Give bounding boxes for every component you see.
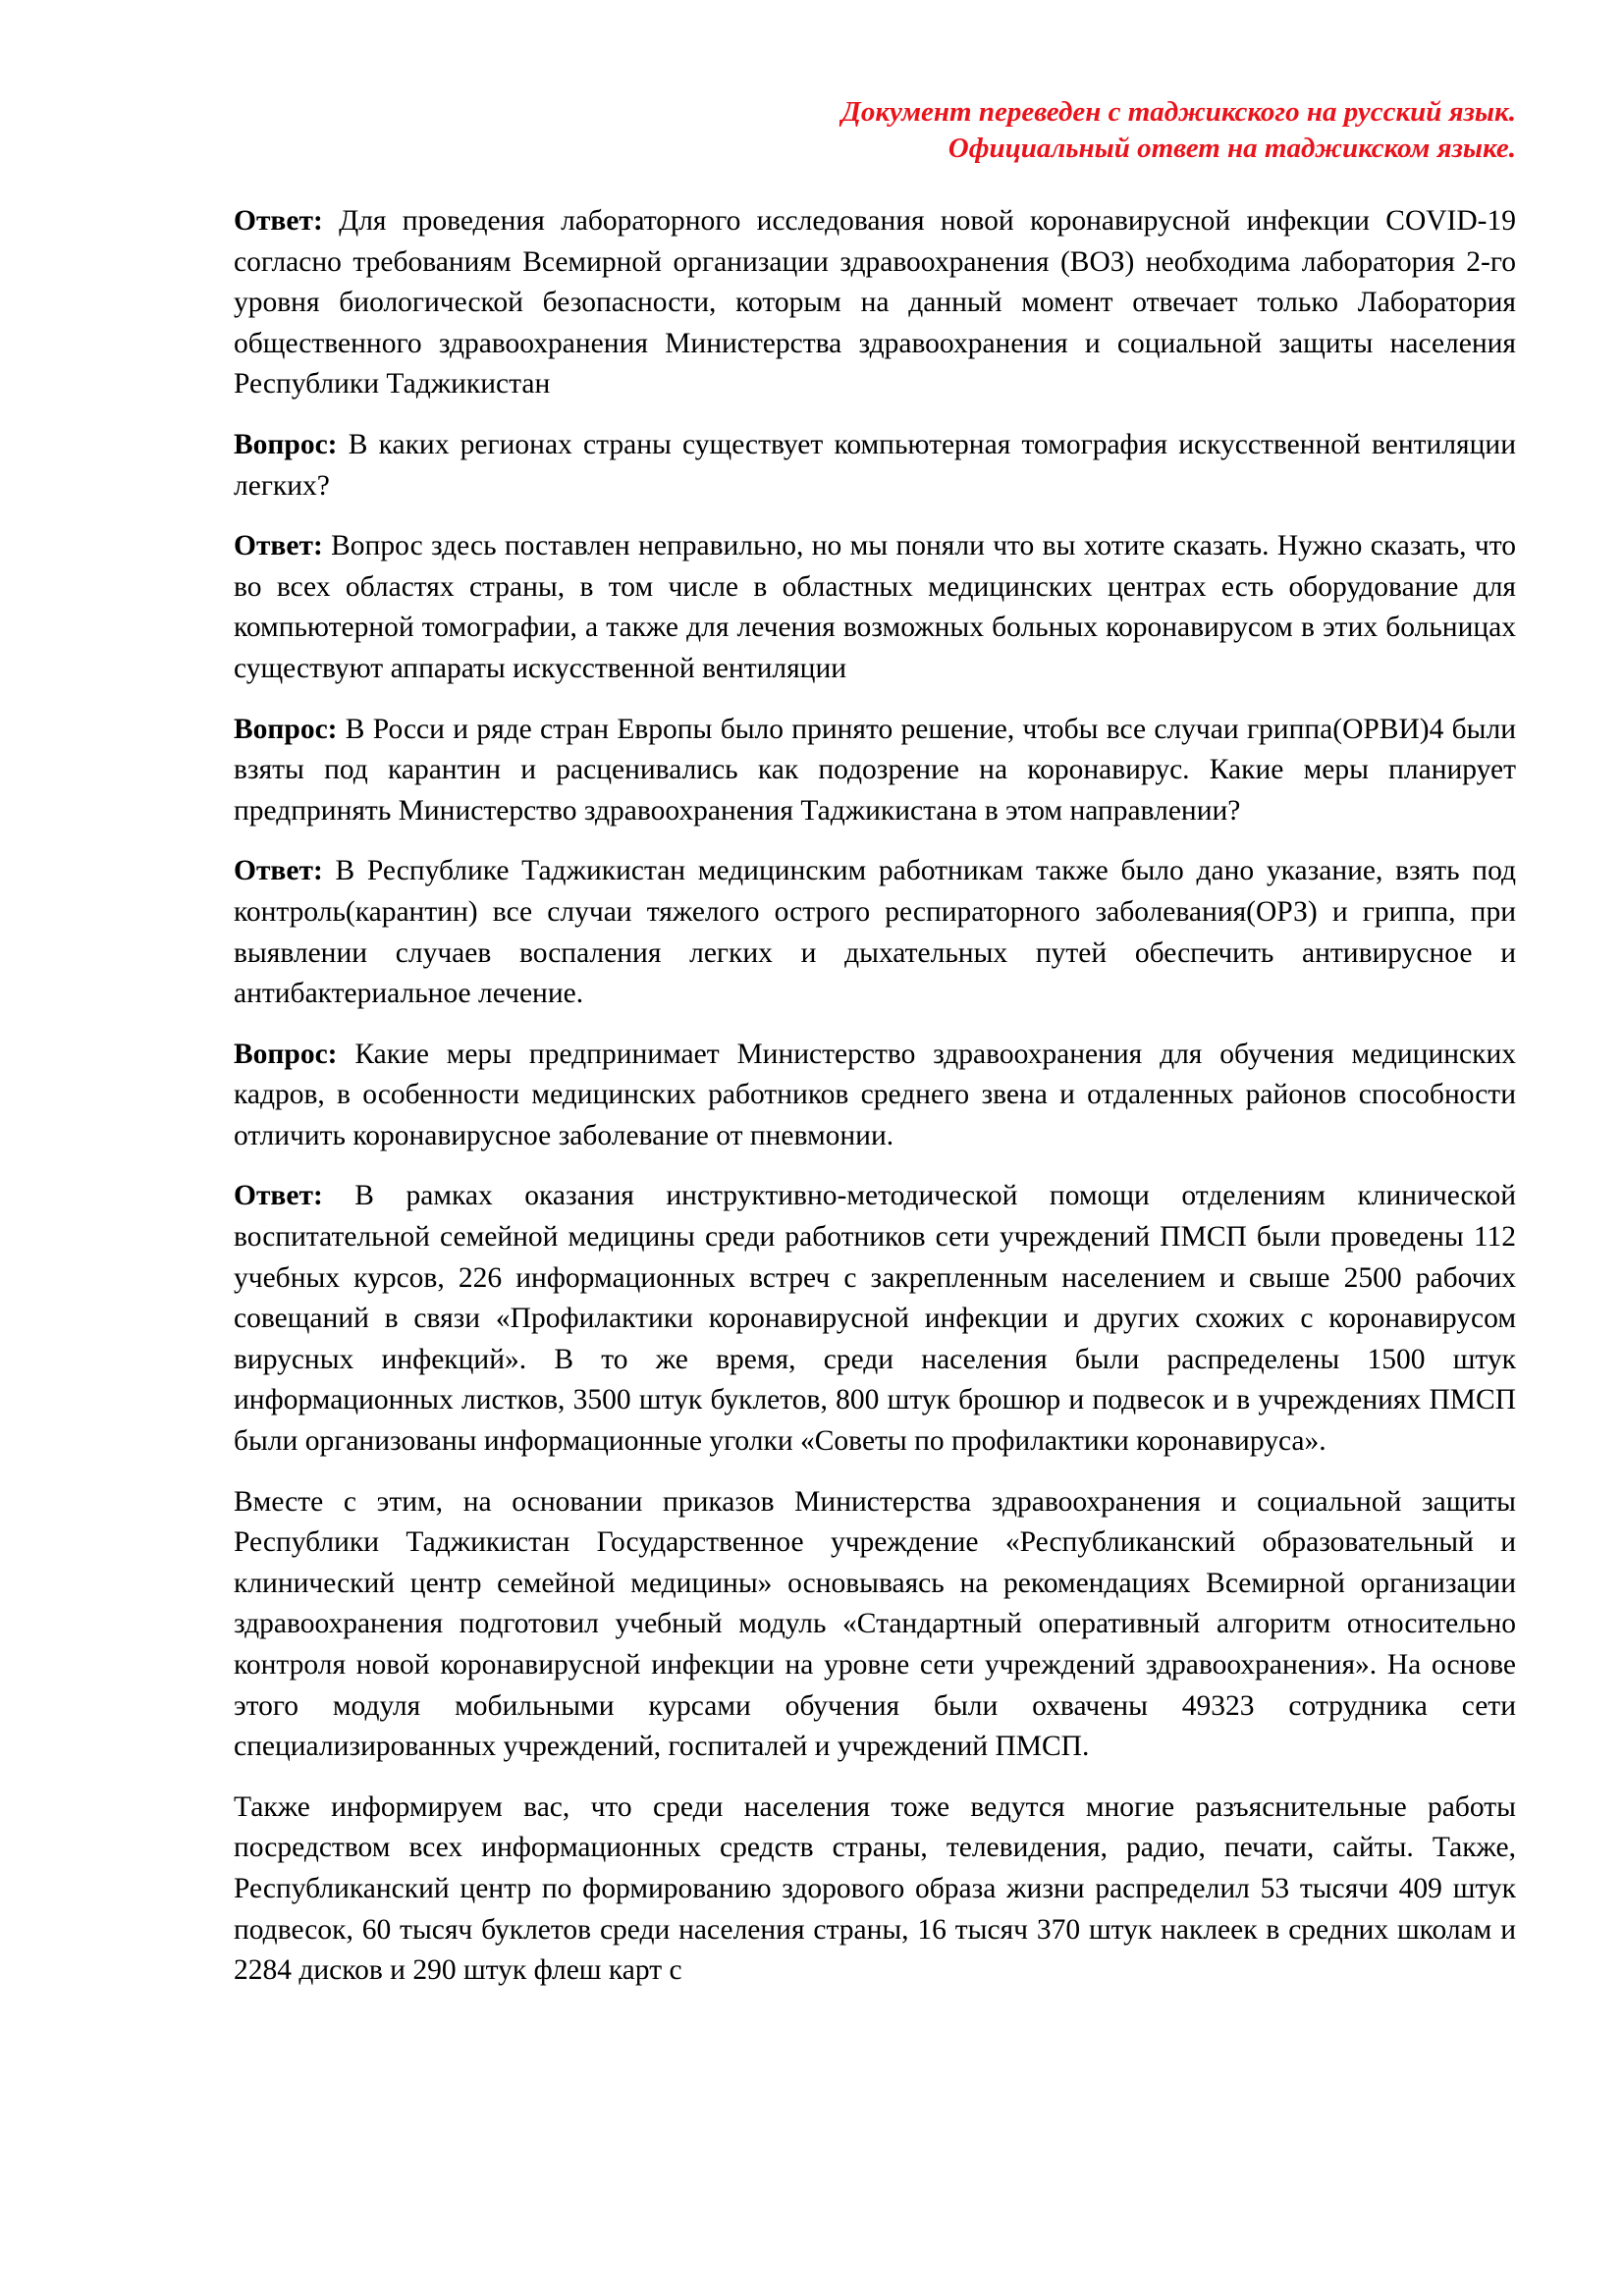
answer-label: Ответ: [234,855,323,887]
body-paragraph [234,1788,1516,1992]
answer-label: Ответ: [234,205,323,237]
paragraph-text: В рамках оказания инструктивно-методической помощи отделениям клинической воспитательной семейной медицины среди работников сети учреждений ПМСП были проведены 112 учебных курсов, 226 информационных встреч с закрепленным населением и свыше 2500 рабочих совещаний в связи «Профилактики коронавирусной инфекции и других схожих с коронавирусом вирусных инфекций». В то же время, среди населения были распределены 1500 штук информационных листков, 3500 штук буклетов, 800 штук брошюр и подвесок и в учреждениях ПМСП были организованы информационные уголки «Советы по профилактики коронавируса». [234,1180,1516,1458]
answer-label: Ответ: [234,530,323,562]
question-paragraph [234,710,1516,832]
document-body [234,201,1516,2011]
question-label: Вопрос: [234,1038,338,1070]
question-label: Вопрос: [234,428,338,460]
paragraph-text: Какие меры предпринимает Министерство здравоохранения для обучения медицинских кадров, в особенности медицинских работников среднего звена и отдаленных районов способности отличить коронавирусное заболевание от пневмонии. [234,1038,1516,1151]
paragraph-text: В каких регионах страны существует компьютерная томография искусственной вентиляции легких? [234,428,1516,502]
paragraph-text: Для проведения лабораторного исследования новой коронавирусной инфекции COVID-19 согласно требованиям Всемирной организации здравоохранения (ВОЗ) необходима лаборатория 2-го уровня биологической безопасности, которым на данный момент отвечает только Лаборатория общественного здравоохранения Министерства здравоохранения и социальной защиты населения Республики Таджикистан [234,205,1516,400]
paragraph-text: Вместе с этим, на основании приказов Министерства здравоохранения и социальной защиты Республики Таджикистан Государственное учреждение «Республиканский образовательный и клинический центр семейной медицины» основываясь на рекомендациях Всемирной организации здравоохранения подготовил учебный модуль «Стандартный оперативный алгоритм относительно контроля новой коронавирусной инфекции на уровне сети учреждений здравоохранения». На основе этого модуля мобильными курсами обучения были охвачены 49323 сотрудника сети специализированных учреждений, госпиталей и учреждений ПМСП. [234,1485,1516,1763]
paragraph-text: Вопрос здесь поставлен неправильно, но мы поняли что вы хотите сказать. Нужно сказать, что во всех областях страны, в том числе в областных медицинских центрах есть оборудование для компьютерной томографии, а также для лечения возможных больных коронавирусом в этих больницах существуют аппараты искусственной вентиляции [234,530,1516,684]
question-paragraph [234,1035,1516,1157]
answer-label: Ответ: [234,1180,323,1212]
paragraph-text: В Росси и ряде стран Европы было принято решение, чтобы все случаи гриппа(ОРВИ)4 были взяты под карантин и расценивались как подозрение на коронавирус. Какие меры планирует предпринять Министерство здравоохранения Таджикистана в этом направлении? [234,713,1516,827]
answer-paragraph [234,201,1516,405]
body-paragraph [234,1482,1516,1768]
paragraph-text: Также информируем вас, что среди населения тоже ведутся многие разъяснительные работы посредством всех информационных средств страны, телевидения, радио, печати, сайты. Также, Республиканский центр по формированию здорового образа жизни распределил 53 тысячи 409 штук подвесок, 60 тысяч буклетов среди населения страны, 16 тысяч 370 штук наклеек в средних школам и 2284 дисков и 290 штук флеш карт с [234,1790,1516,1987]
translation-notice-line-2: Официальный ответ на таджикском языке. [947,133,1516,164]
question-label: Вопрос: [234,713,338,745]
answer-paragraph [234,526,1516,689]
answer-paragraph [234,851,1516,1014]
answer-paragraph [234,1176,1516,1462]
translation-notice [841,94,1516,167]
translation-notice-line-1: Документ переведен с таджикского на русский язык. [841,96,1516,128]
question-paragraph [234,425,1516,507]
paragraph-text: В Республике Таджикистан медицинским работникам также было дано указание, взять под контроль(карантин) все случаи тяжелого острого респираторного заболевания(ОРЗ) и гриппа, при выявлении случаев воспаления легких и дыхательных путей обеспечить антивирусное и антибактериальное лечение. [234,855,1516,1010]
